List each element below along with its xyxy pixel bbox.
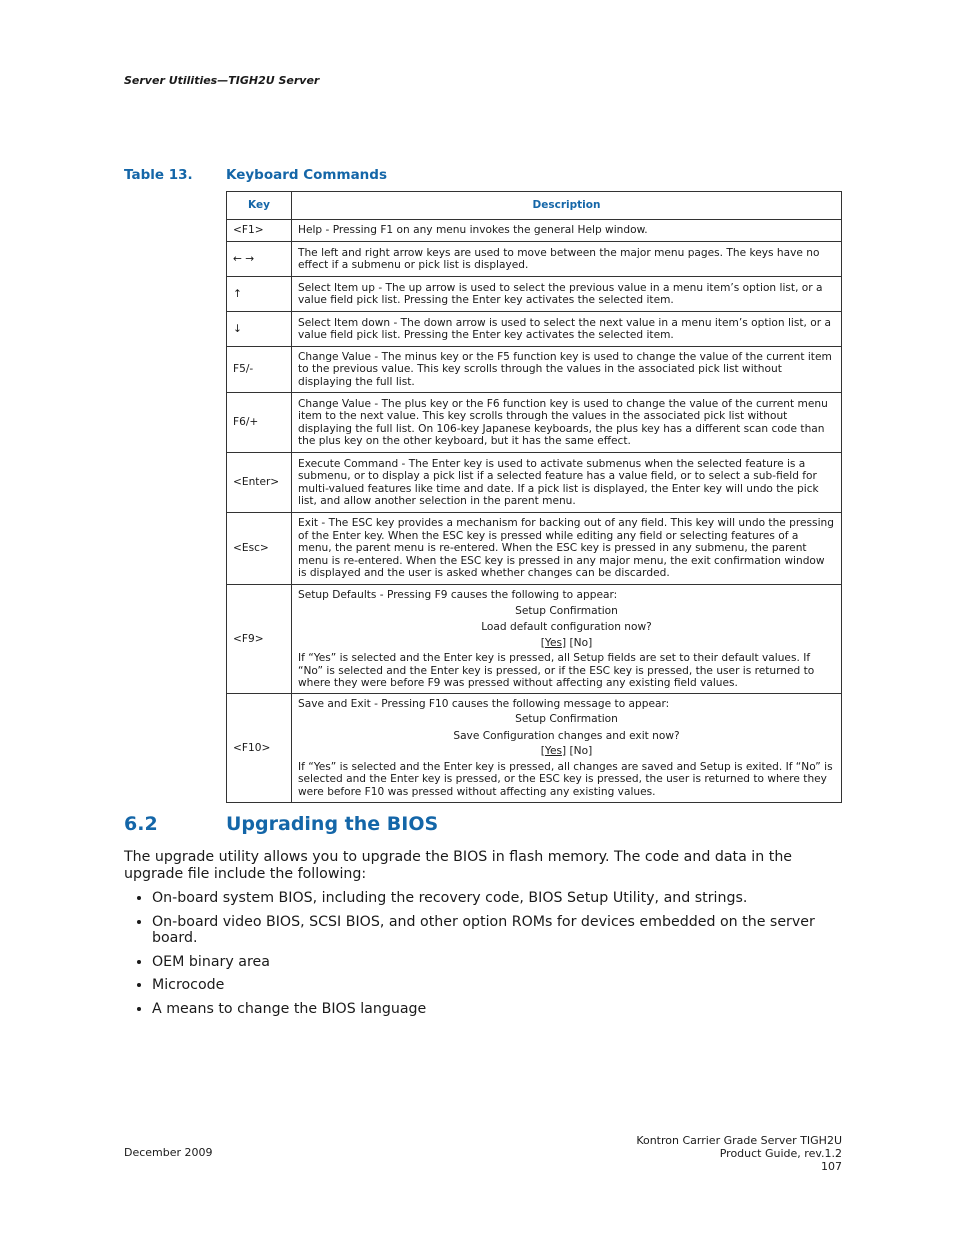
table-row: [227, 347, 842, 393]
footer-date: December 2009: [124, 1146, 213, 1159]
key-cell: <F10>: [227, 694, 292, 803]
key-cell: <F9>: [227, 585, 292, 694]
f10-dialog-title: Setup Confirmation: [515, 713, 618, 726]
list-item: • A means to change the BIOS language: [152, 1001, 824, 1018]
section-number: 6.2: [124, 813, 158, 835]
running-header: Server Utilities—TIGH2U Server: [124, 74, 320, 87]
description-cell: Select Item up - The up arrow is used to select the previous value in a menu item’s option list, or a value field pick list. Pressing the Enter key activates the selected item.: [292, 277, 842, 312]
table-row-f10: [227, 694, 842, 803]
f9-no-option: [No]: [569, 636, 593, 649]
table-row: [227, 220, 842, 242]
description-cell: [292, 694, 842, 803]
table-row: [227, 513, 842, 585]
table-number: Table 13.: [124, 167, 193, 183]
key-cell: <F1>: [227, 220, 292, 242]
table-title: Keyboard Commands: [226, 167, 387, 183]
f10-no-option: [No]: [569, 745, 593, 758]
key-cell: F6/+: [227, 393, 292, 453]
description-cell: Select Item down - The down arrow is used to select the next value in a menu item’s option list, or a value field pick list. Pressing the Enter key activates the selected item.: [292, 312, 842, 347]
key-cell: ← →: [227, 242, 292, 277]
description-cell: Help - Pressing F1 on any menu invokes the general Help window.: [292, 220, 842, 242]
keyboard-commands-table: [226, 191, 842, 803]
description-cell: Execute Command - The Enter key is used to activate submenus when the selected feature is a submenu, or to display a pick list if a selected feature has a value field, or to select a sub-field for multi-valued features like time and date. If a pick list is displayed, the Enter key will undo the pick list, and allow another selection in the parent menu.: [292, 453, 842, 513]
section-heading: [124, 813, 438, 835]
table-row: [227, 393, 842, 453]
section-intro: The upgrade utility allows you to upgrade the BIOS in flash memory. The code and data in the upgrade file include the following:: [124, 849, 793, 882]
description-cell: Exit - The ESC key provides a mechanism for backing out of any field. This key will undo the pressing of the Enter key. When the ESC key is pressed while editing any field or selecting features of a menu, the parent menu is re-entered. When the ESC key is pressed in any submenu, the parent menu is re-entered. When the ESC key is pressed in any major menu, the exit confirmation window is displayed and the user is asked whether changes can be discarded.: [292, 513, 842, 585]
f9-outro: If “Yes” is selected and the Enter key is pressed, all Setup fields are set to their default values. If “No” is selected and the Enter key is pressed, or if the ESC key is pressed, the user is returned to where they were before F9 was pressed without affecting any existing field values.: [298, 652, 815, 690]
page-number: 107: [821, 1160, 842, 1173]
f10-yes-option: Yes: [544, 745, 563, 758]
column-header-key: Key: [227, 192, 292, 220]
table-row: [227, 453, 842, 513]
f9-yes-option: Yes: [544, 636, 563, 649]
f9-dialog-options: [Yes] [No]: [540, 636, 593, 649]
list-item: • Microcode: [152, 977, 824, 994]
table-row: [227, 242, 842, 277]
list-item: • OEM binary area: [152, 954, 824, 971]
f9-dialog-title: Setup Confirmation: [515, 604, 618, 617]
description-cell: Change Value - The plus key or the F6 function key is used to change the value of the current menu item to the next value. This key scrolls through the values in the associated pick list without displaying the full list. On 106-key Japanese keyboards, the plus key has a different scan code than the plus key on the other keyboard, but it has the same effect.: [292, 393, 842, 453]
key-cell: ↓: [227, 312, 292, 347]
f9-dialog-question: Load default configuration now?: [481, 621, 652, 634]
f10-dialog-question: Save Configuration changes and exit now?: [453, 729, 680, 742]
footer-product-revision: Product Guide, rev.1.2: [719, 1147, 842, 1160]
key-cell: <Esc>: [227, 513, 292, 585]
description-cell: Change Value - The minus key or the F5 function key is used to change the value of the current item to the previous value. This key scrolls through the values in the associated pick list without displaying the full list.: [292, 347, 842, 393]
table-header-row: [227, 192, 842, 220]
key-cell: <Enter>: [227, 453, 292, 513]
key-cell: F5/-: [227, 347, 292, 393]
f9-intro: Setup Defaults - Pressing F9 causes the following to appear:: [298, 588, 618, 601]
footer-product-name: Kontron Carrier Grade Server TIGH2U: [636, 1134, 842, 1147]
table-row-f9: [227, 585, 842, 694]
list-item: • On-board video BIOS, SCSI BIOS, and other option ROMs for devices embedded on the server board.: [152, 914, 824, 947]
list-item: • On-board system BIOS, including the recovery code, BIOS Setup Utility, and strings.: [152, 890, 824, 907]
bullet-list: [124, 890, 824, 1017]
key-cell: ↑: [227, 277, 292, 312]
f10-intro: Save and Exit - Pressing F10 causes the following message to appear:: [298, 698, 670, 711]
description-cell: The left and right arrow keys are used to move between the major menu pages. The keys have no effect if a submenu or pick list is displayed.: [292, 242, 842, 277]
section-body: [124, 849, 824, 1024]
column-header-description: Description: [292, 192, 842, 220]
table-row: [227, 277, 842, 312]
f10-outro: If “Yes” is selected and the Enter key is pressed, all changes are saved and Setup is exited. If “No” is selected and the Enter key is pressed, or the ESC key is pressed, the user is returned to where they were before F10 was pressed without affecting any existing values.: [298, 760, 833, 798]
table-row: [227, 312, 842, 347]
footer-product: [636, 1134, 842, 1173]
section-title: Upgrading the BIOS: [226, 813, 439, 835]
table-caption: [124, 167, 387, 183]
description-cell: [292, 585, 842, 694]
f10-dialog-options: [Yes] [No]: [540, 745, 593, 758]
